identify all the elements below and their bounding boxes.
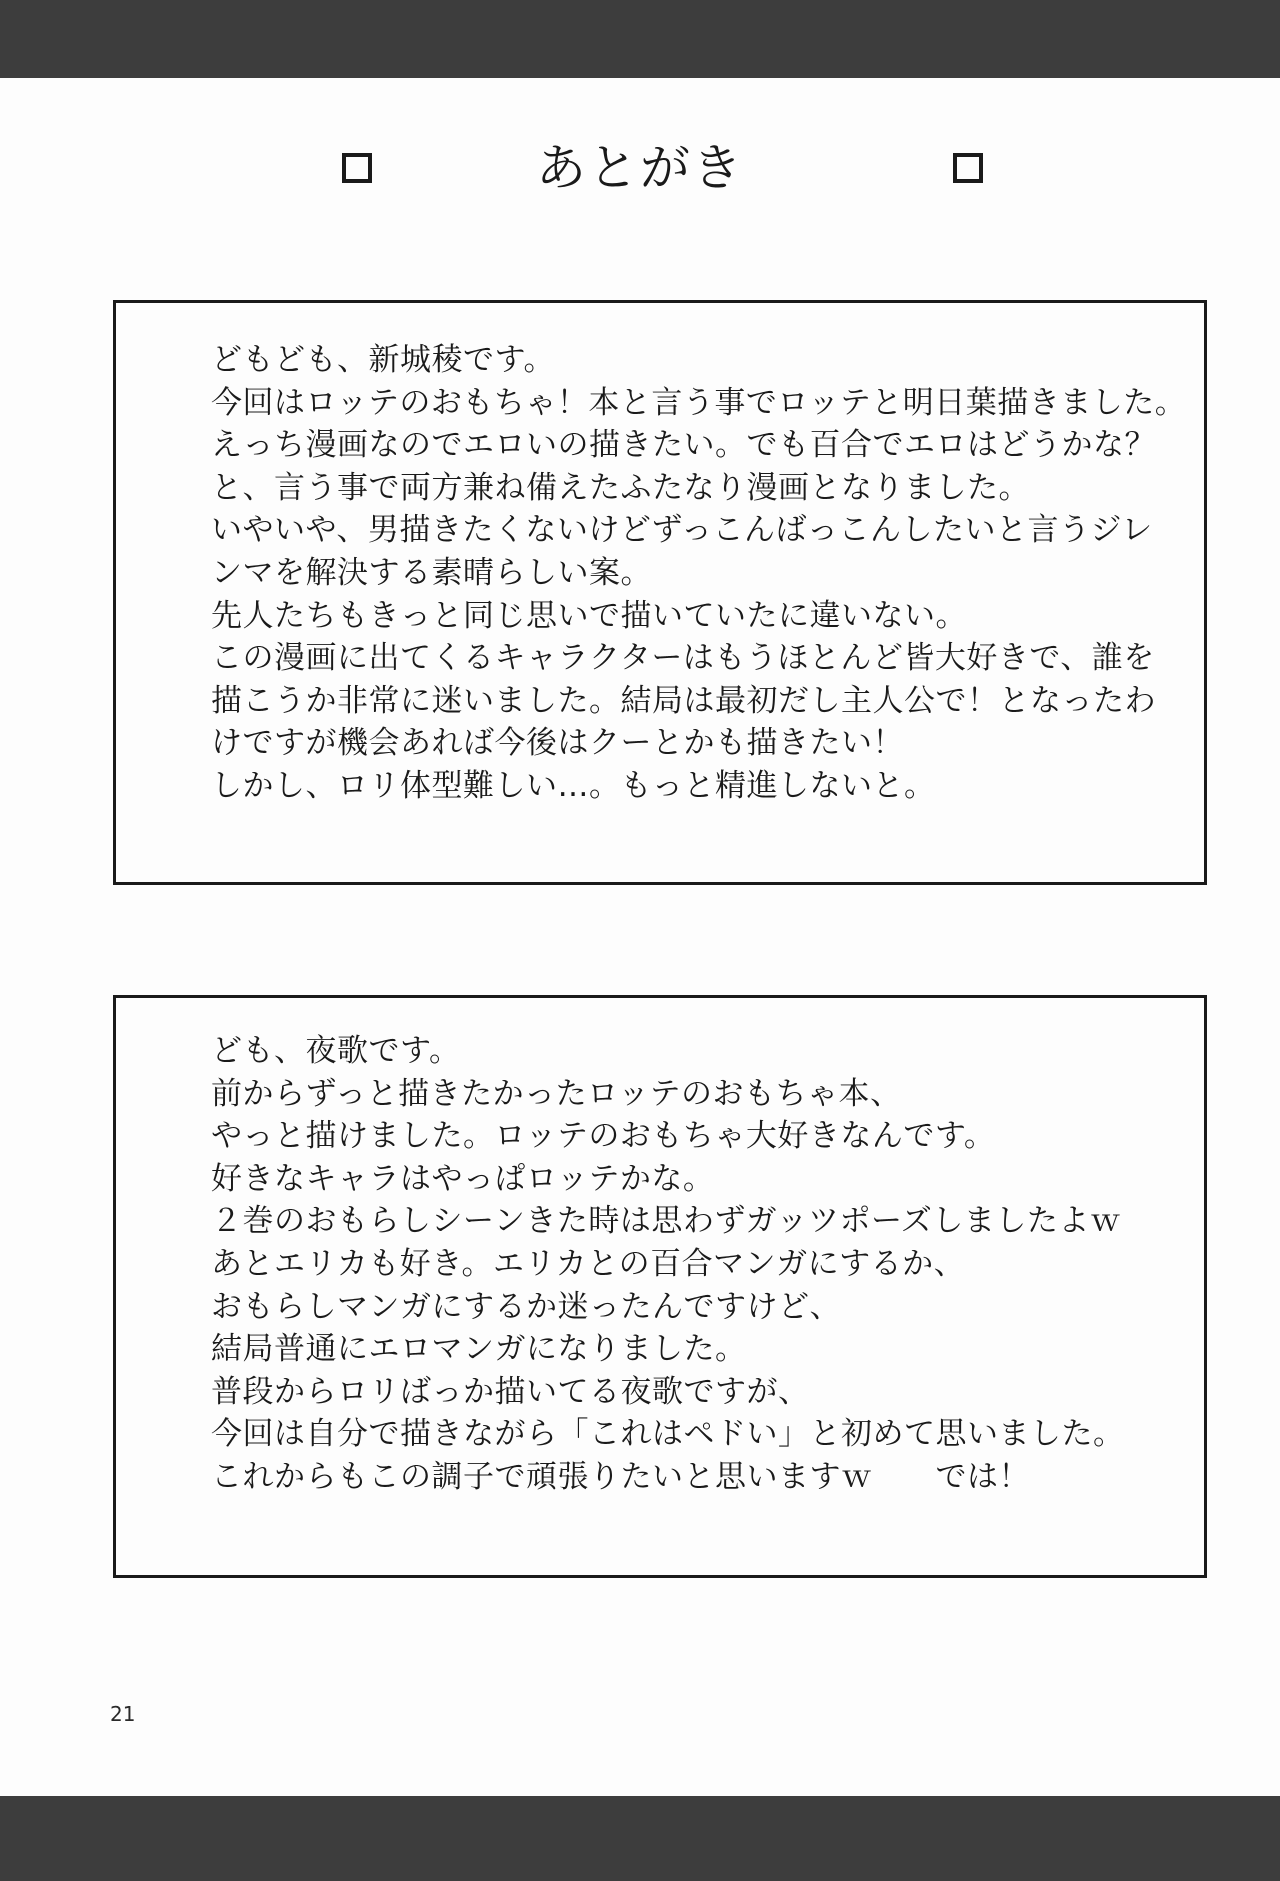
note-line: 普段からロリばっか描いてる夜歌ですが、 (211, 1373, 810, 1410)
page-number: 21 (110, 1702, 136, 1726)
note-line: ンマを解決する素晴らしい案。 (211, 554, 652, 591)
note-line: おもらしマンガにするか迷ったんですけど、 (211, 1288, 841, 1325)
note-line: ども、夜歌です。 (211, 1033, 461, 1069)
note-line: 好きなキャラはやっぱロッテかな。 (211, 1160, 715, 1197)
square-icon (953, 153, 983, 183)
note-line: 先人たちもきっと同じ思いで描いていたに違いない。 (211, 597, 967, 634)
note-line: これからもこの調子で頑張りたいと思いますｗ では！ (211, 1458, 1030, 1495)
afterword-note-1 (113, 300, 1207, 885)
note-line: 今回はロッテのおもちゃ！本と言う事でロッテと明日葉描きました。 (211, 384, 1187, 421)
note-2-text (211, 1030, 1184, 1499)
note-line: 結局普通にエロマンガになりました。 (211, 1331, 747, 1368)
note-line: 描こうか非常に迷いました。結局は最初だし主人公で！となったわ (211, 682, 1156, 719)
page-title: あとがき (536, 139, 744, 197)
top-dark-band (0, 0, 1280, 78)
note-line: あとエリカも好き。エリカとの百合マンガにするか、 (211, 1245, 966, 1282)
note-line: どもども、新城稜です。 (211, 342, 556, 378)
afterword-note-2 (113, 995, 1207, 1578)
note-line: いやいや、男描きたくないけどずっこんばっこんしたいと言うジレ (211, 512, 1153, 549)
note-line: と、言う事で両方兼ね備えたふたなり漫画となりました。 (211, 469, 1030, 506)
note-line: 今回は自分で描きながら「これはペドい」と初めて思いました。 (211, 1416, 1125, 1453)
note-line: えっち漫画なのでエロいの描きたい。でも百合でエロはどうかな？ (211, 427, 1156, 464)
square-icon (342, 153, 372, 183)
note-line: けですが機会あれば今後はクーとかも描きたい！ (211, 725, 904, 762)
bottom-dark-band (0, 1796, 1280, 1881)
note-line: ２巻のおもらしシーンきた時は思わずガッツポーズしましたよｗ (211, 1203, 1122, 1240)
afterword-heading (0, 135, 1280, 205)
note-line: 前からずっと描きたかったロッテのおもちゃ本、 (211, 1075, 902, 1112)
note-line: やっと描けました。ロッテのおもちゃ大好きなんです。 (211, 1118, 996, 1155)
note-line: しかし、ロリ体型難しい…。もっと精進しないと。 (211, 767, 936, 804)
note-line: この漫画に出てくるキャラクターはもうほとんど皆大好きで、誰を (211, 640, 1155, 677)
note-1-text (211, 339, 1187, 808)
